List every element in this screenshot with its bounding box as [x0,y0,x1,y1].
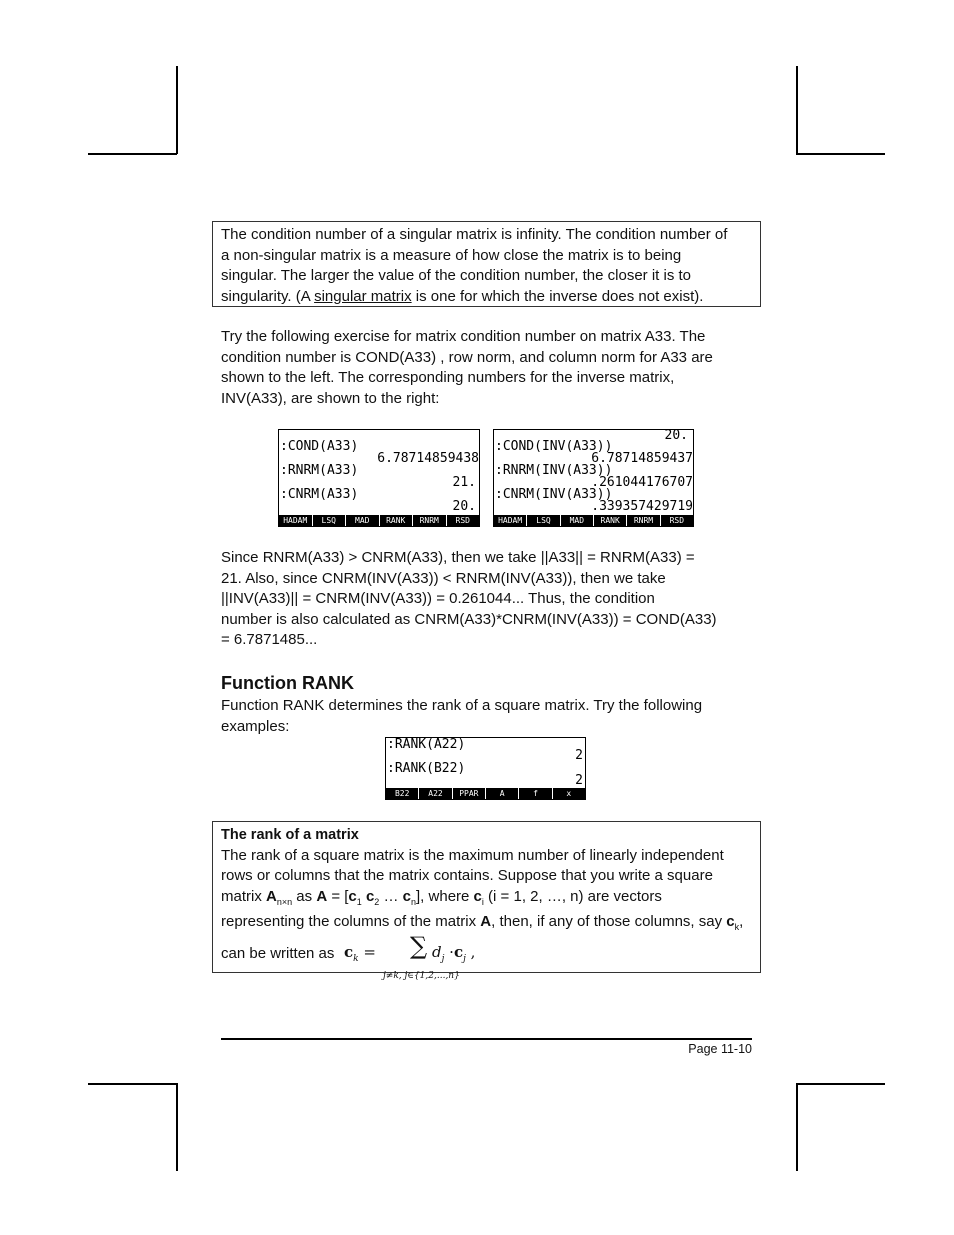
note-line: singularity. (A singular matrix is one for which the inverse does not exist). [221,287,704,305]
softkey[interactable]: B22 [386,788,419,799]
since-paragraph: Since RNRM(A33) > CNRM(A33), then we take ||A33|| = RNRM(A33) = 21. Also, since CNRM(INV(A33)) < RNRM(INV(A33)), then we take ||INV(A33)|| = CNRM(INV(A33)) = 0.261044... Thus, the condition number is also calculated as CNRM(A33)*CNRM(INV(A33)) = COND(A33) = 6.7871485... [221,549,717,648]
rank-definition-box: The rank of a matrix The rank of a square matrix is the maximum number of linearly independent rows or columns that the matrix contains. Suppose that you write a square matrix $A_{n\times n}$ as $A = [c_1$ $c_2$ … $c_n$], where $c_i$ (i = 1, 2, …, n) are vectors representing the columns of the matrix A, then, if any of those columns, say $c_k$, can be written as $c_k$ = ∑ $d_j \cdot c_j$ , j≠k, j∈{1,2,...,n} [212,821,761,973]
softkey-menu [386,788,585,799]
rank-intro-paragraph: Function RANK determines the rank of a square matrix. Try the following examples: [221,697,703,735]
softkey[interactable]: RANK [594,515,627,526]
softkey[interactable]: PPAR [453,788,486,799]
screen-line: :RANK(B22) [387,761,466,776]
singular-matrix-link: singular matrix [314,287,412,305]
condition-note-box [212,221,761,307]
crop-mark [176,1083,178,1171]
sigma-subscript: j≠k, j∈{1,2,...,n} [383,970,460,981]
screen-line: :COND(A33) [280,439,359,454]
screen-line: 2 [575,773,583,788]
softkey[interactable]: A22 [419,788,452,799]
note-line: singular. The larger the value of the condition number, the closer it is to [221,267,691,284]
note-line: The condition number of a singular matrix is infinity. The condition number of [221,226,728,243]
section-heading: Function RANK [221,673,354,693]
softkey[interactable]: MAD [561,515,594,526]
screen-line: :RNRM(A33) [280,463,359,478]
crop-mark [796,153,885,155]
softkey[interactable]: LSQ [313,515,347,526]
note-line: a non-singular matrix is a measure of how close the matrix is to being [221,246,682,264]
softkey[interactable]: HADAM [279,515,313,526]
screen-line: 21. [452,475,476,490]
crop-mark [796,66,798,154]
crop-mark [796,1083,885,1085]
softkey[interactable]: x [566,789,572,798]
screen-line: 20. [664,428,688,443]
screen-line: :CNRM(INV(A33)) [495,487,613,502]
screen-line: .339357429719 [591,499,693,514]
crop-mark [176,66,178,154]
calculator-screen-left [278,429,480,527]
screen-line: 6.78714859438 [377,451,479,466]
screen-line: .261044176707 [591,475,693,490]
softkey-menu [494,515,693,526]
screen-line: 2 [575,748,583,763]
screen-line: :COND(INV(A33)) [495,439,613,454]
softkey[interactable]: LSQ [527,515,560,526]
softkey[interactable]: A [486,788,519,799]
screen-line: :RNRM(INV(A33)) [495,463,613,478]
rank-formula: $c_k$ = [344,942,376,964]
sigma-symbol: ∑ [410,931,428,960]
crop-mark [88,1083,177,1085]
softkey[interactable]: RSD [669,516,685,525]
screen-line: :RANK(A22) [387,737,466,752]
calculator-screen-right [493,429,694,527]
crop-mark [796,1083,798,1171]
footer-rule [221,1038,752,1040]
softkey[interactable]: RNRM [627,515,660,526]
softkey[interactable]: RNRM [413,515,447,526]
crop-mark [88,153,177,155]
screen-line: 6.78714859437 [591,451,693,466]
page-number: Page 11-10 [688,1042,752,1056]
softkey[interactable]: f [519,788,552,799]
softkey[interactable]: RSD [455,516,470,525]
softkey[interactable]: HADAM [494,515,527,526]
screen-line: :CNRM(A33) [280,487,359,502]
box-title: The rank of a matrix [221,827,359,843]
softkey-menu [279,515,479,526]
screen-line: 20. [452,499,476,514]
intro-paragraph: Try the following exercise for matrix condition number on matrix A33. The condition number is COND(A33) , row norm, and column norm for A33 are shown to the left. The corresponding numbers for the inverse matrix, INV(A33), are shown to the right: [221,328,713,407]
calculator-screen-rank [385,737,586,800]
softkey[interactable]: RANK [380,515,414,526]
softkey[interactable]: MAD [346,515,380,526]
